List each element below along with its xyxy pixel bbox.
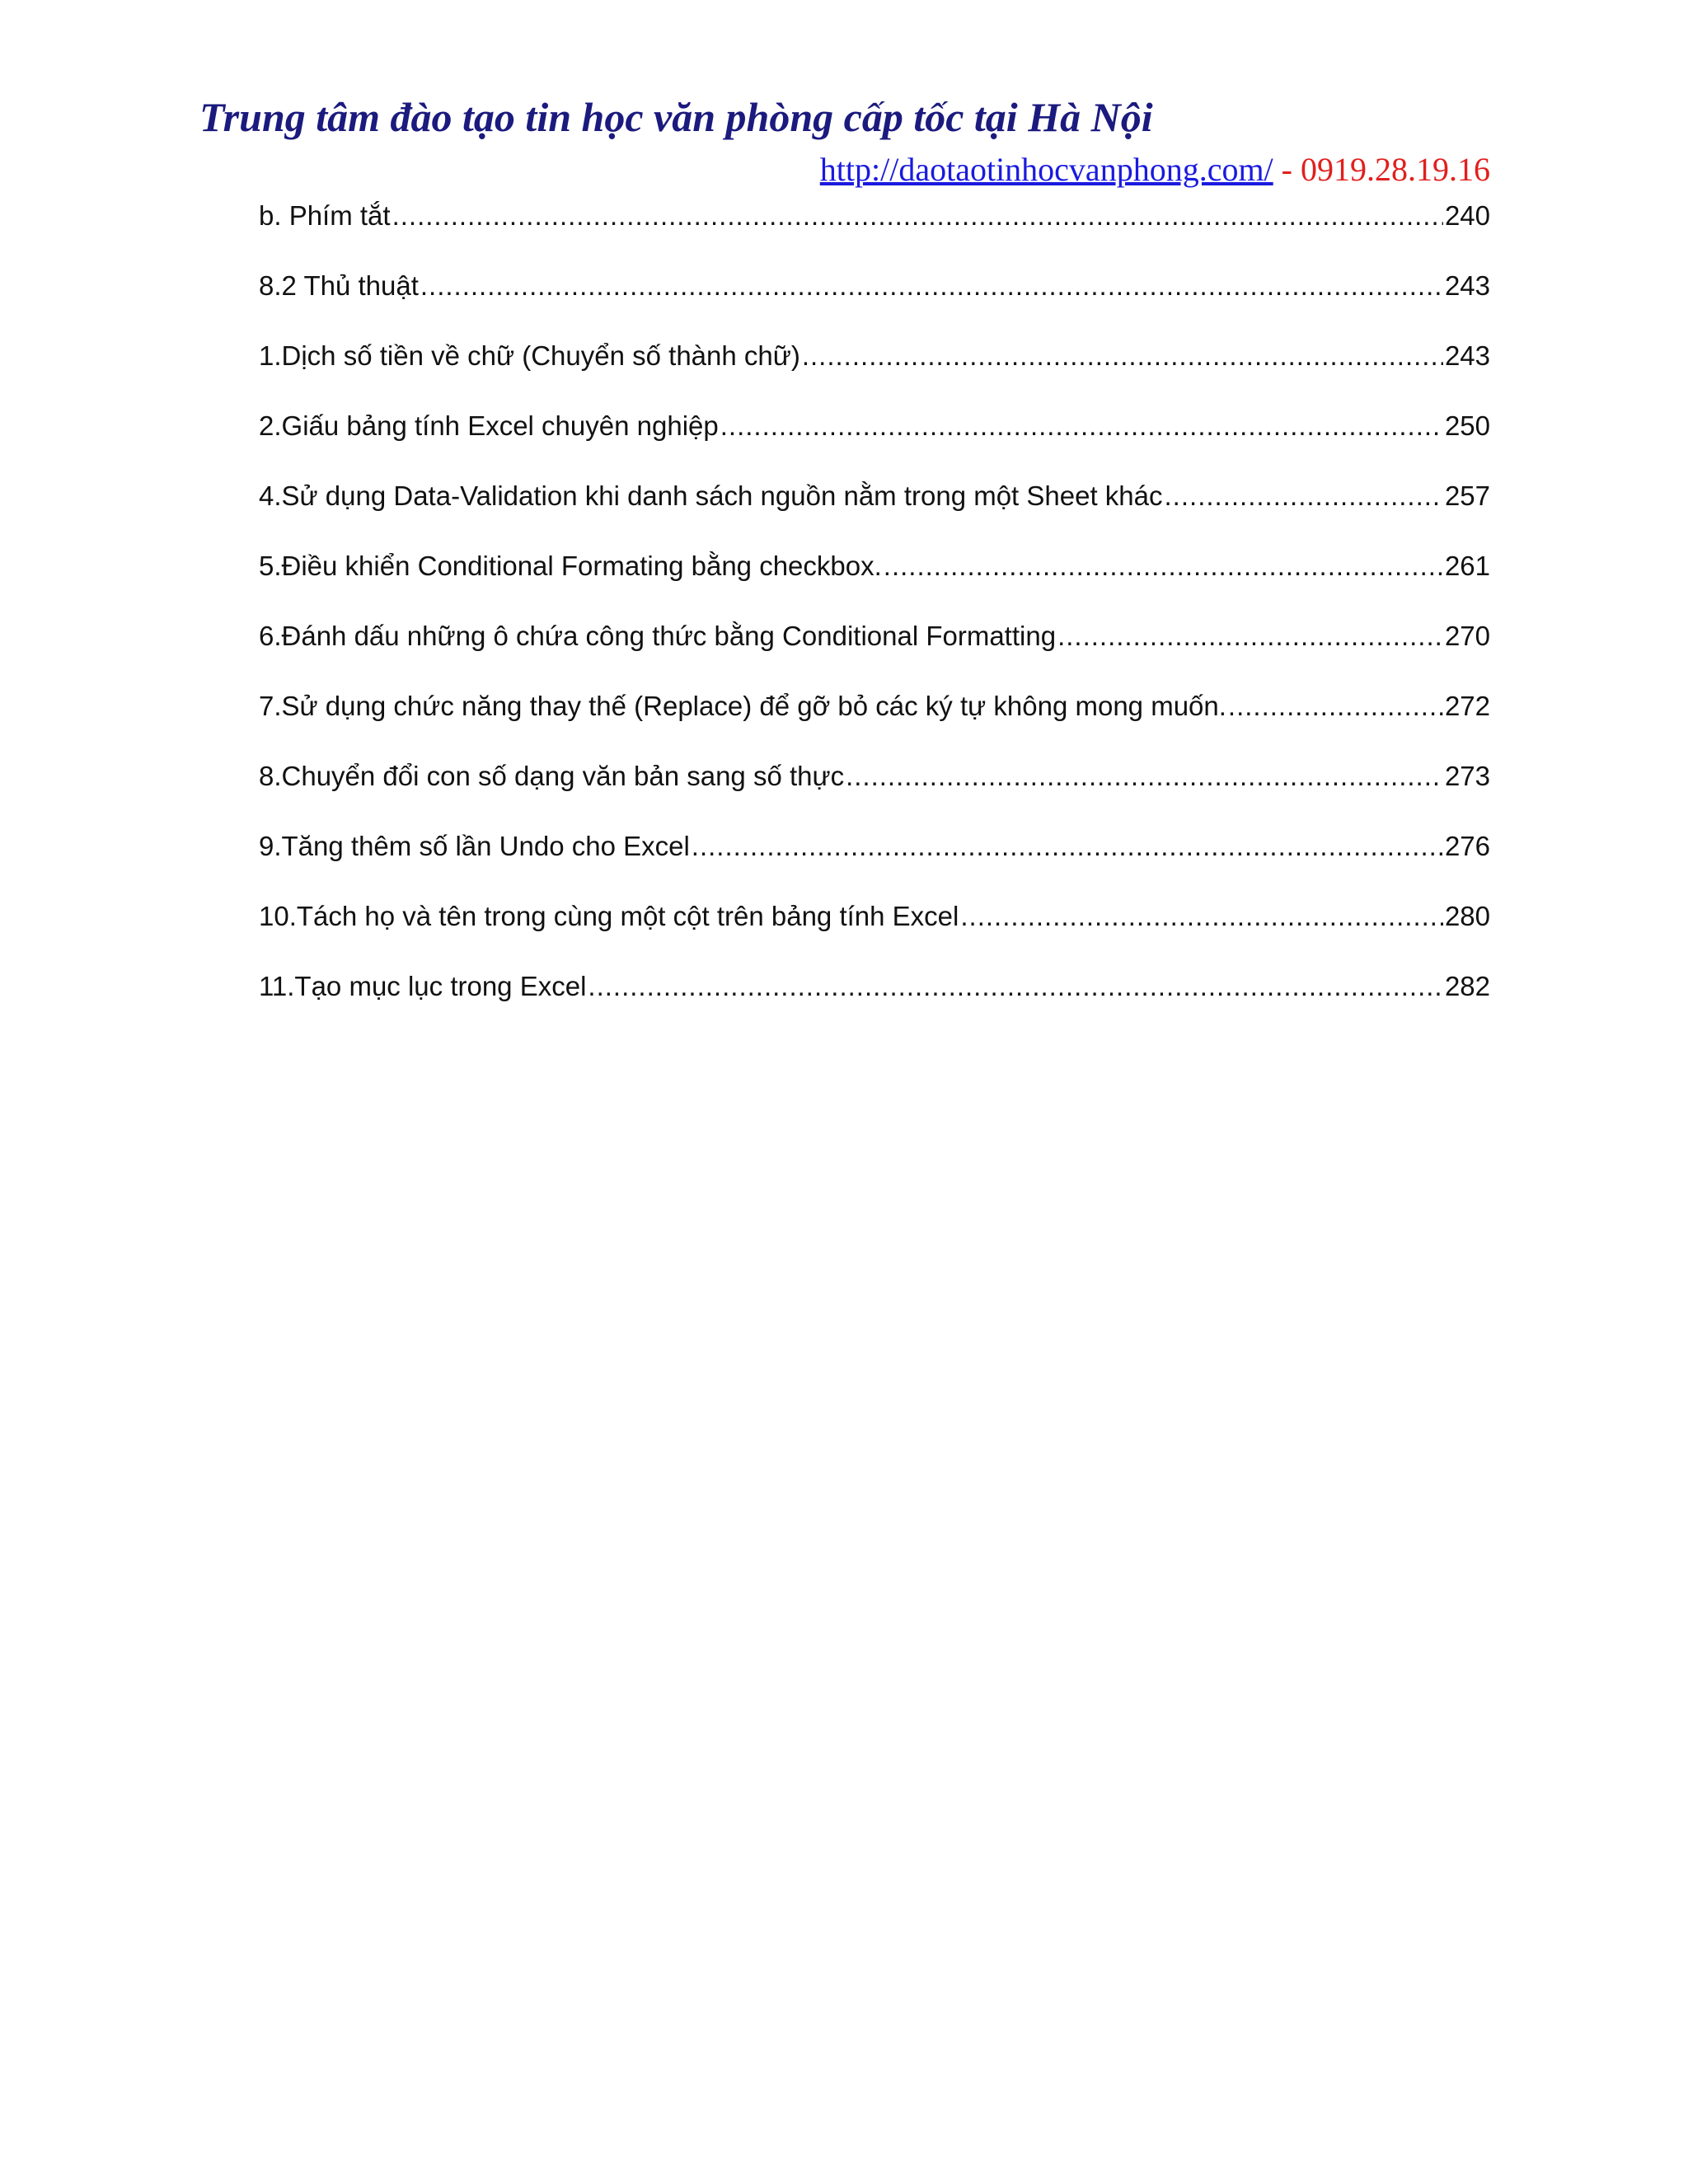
toc-entry-page: 243 bbox=[1444, 270, 1490, 301]
toc-entry[interactable] bbox=[259, 897, 1490, 967]
toc-entry-label: 4.Sử dụng Data-Validation khi danh sách nguồn nằm trong một Sheet khác bbox=[259, 480, 1163, 511]
toc-dot-leader bbox=[692, 827, 1443, 866]
header-phone: - 0919.28.19.16 bbox=[1273, 151, 1490, 188]
toc-entry[interactable] bbox=[259, 757, 1490, 827]
toc-entry-label: b. Phím tắt bbox=[259, 200, 391, 231]
toc-entry-page: 282 bbox=[1444, 971, 1490, 1001]
toc-dot-leader bbox=[420, 266, 1443, 306]
toc-dot-leader bbox=[846, 757, 1443, 796]
toc-entry-page: 257 bbox=[1444, 480, 1490, 511]
toc-entry-page: 276 bbox=[1444, 831, 1490, 861]
toc-entry-label: 5.Điều khiển Conditional Formating bằng checkbox. bbox=[259, 551, 882, 581]
toc-entry-label: 11.Tạo mục lục trong Excel bbox=[259, 971, 587, 1001]
toc-entry-page: 243 bbox=[1444, 340, 1490, 371]
header-url-link[interactable]: http://daotaotinhocvanphong.com/ bbox=[819, 151, 1273, 188]
toc-entry[interactable] bbox=[259, 967, 1490, 1037]
toc-dot-leader bbox=[720, 406, 1443, 446]
toc-entry-page: 261 bbox=[1444, 551, 1490, 581]
toc-entry-label: 10.Tách họ và tên trong cùng một cột trên bảng tính Excel bbox=[259, 901, 959, 931]
toc-entry[interactable] bbox=[259, 546, 1490, 616]
toc-entry[interactable] bbox=[259, 196, 1490, 266]
table-of-contents bbox=[259, 196, 1490, 1037]
toc-entry-label: 2.Giấu bảng tính Excel chuyên nghiệp bbox=[259, 410, 719, 441]
toc-entry[interactable] bbox=[259, 616, 1490, 687]
toc-entry-page: 240 bbox=[1444, 200, 1490, 231]
header-title: Trung tâm đào tạo tin học văn phòng cấp tốc tại Hà Nội bbox=[199, 94, 1153, 140]
toc-dot-leader bbox=[1165, 476, 1443, 516]
toc-entry-label: 7.Sử dụng chức năng thay thế (Replace) để gỡ bỏ các ký tự không mong muốn. bbox=[259, 691, 1226, 721]
toc-entry-label: 1.Dịch số tiền về chữ (Chuyển số thành chữ) bbox=[259, 340, 800, 371]
toc-entry[interactable] bbox=[259, 336, 1490, 406]
toc-entry-page: 250 bbox=[1444, 410, 1490, 441]
toc-entry-label: 9.Tăng thêm số lần Undo cho Excel bbox=[259, 831, 690, 861]
toc-entry[interactable] bbox=[259, 266, 1490, 336]
toc-entry-label: 8.2 Thủ thuật bbox=[259, 270, 419, 301]
toc-dot-leader bbox=[1228, 687, 1443, 726]
toc-entry-label: 6.Đánh dấu những ô chứa công thức bằng Conditional Formatting bbox=[259, 621, 1057, 651]
toc-entry[interactable] bbox=[259, 687, 1490, 757]
toc-entry-label: 8.Chuyển đổi con số dạng văn bản sang số thực bbox=[259, 761, 845, 791]
toc-entry[interactable] bbox=[259, 476, 1490, 546]
toc-entry-page: 273 bbox=[1444, 761, 1490, 791]
header-contact bbox=[820, 150, 1490, 190]
toc-entry[interactable] bbox=[259, 406, 1490, 476]
toc-dot-leader bbox=[1057, 616, 1443, 656]
toc-entry[interactable] bbox=[259, 827, 1490, 897]
toc-dot-leader bbox=[802, 336, 1443, 376]
toc-entry-page: 280 bbox=[1444, 901, 1490, 931]
toc-dot-leader bbox=[392, 196, 1443, 236]
toc-entry-page: 270 bbox=[1444, 621, 1490, 651]
toc-entry-page: 272 bbox=[1444, 691, 1490, 721]
toc-dot-leader bbox=[588, 967, 1443, 1006]
toc-dot-leader bbox=[960, 897, 1443, 936]
toc-dot-leader bbox=[884, 546, 1443, 586]
